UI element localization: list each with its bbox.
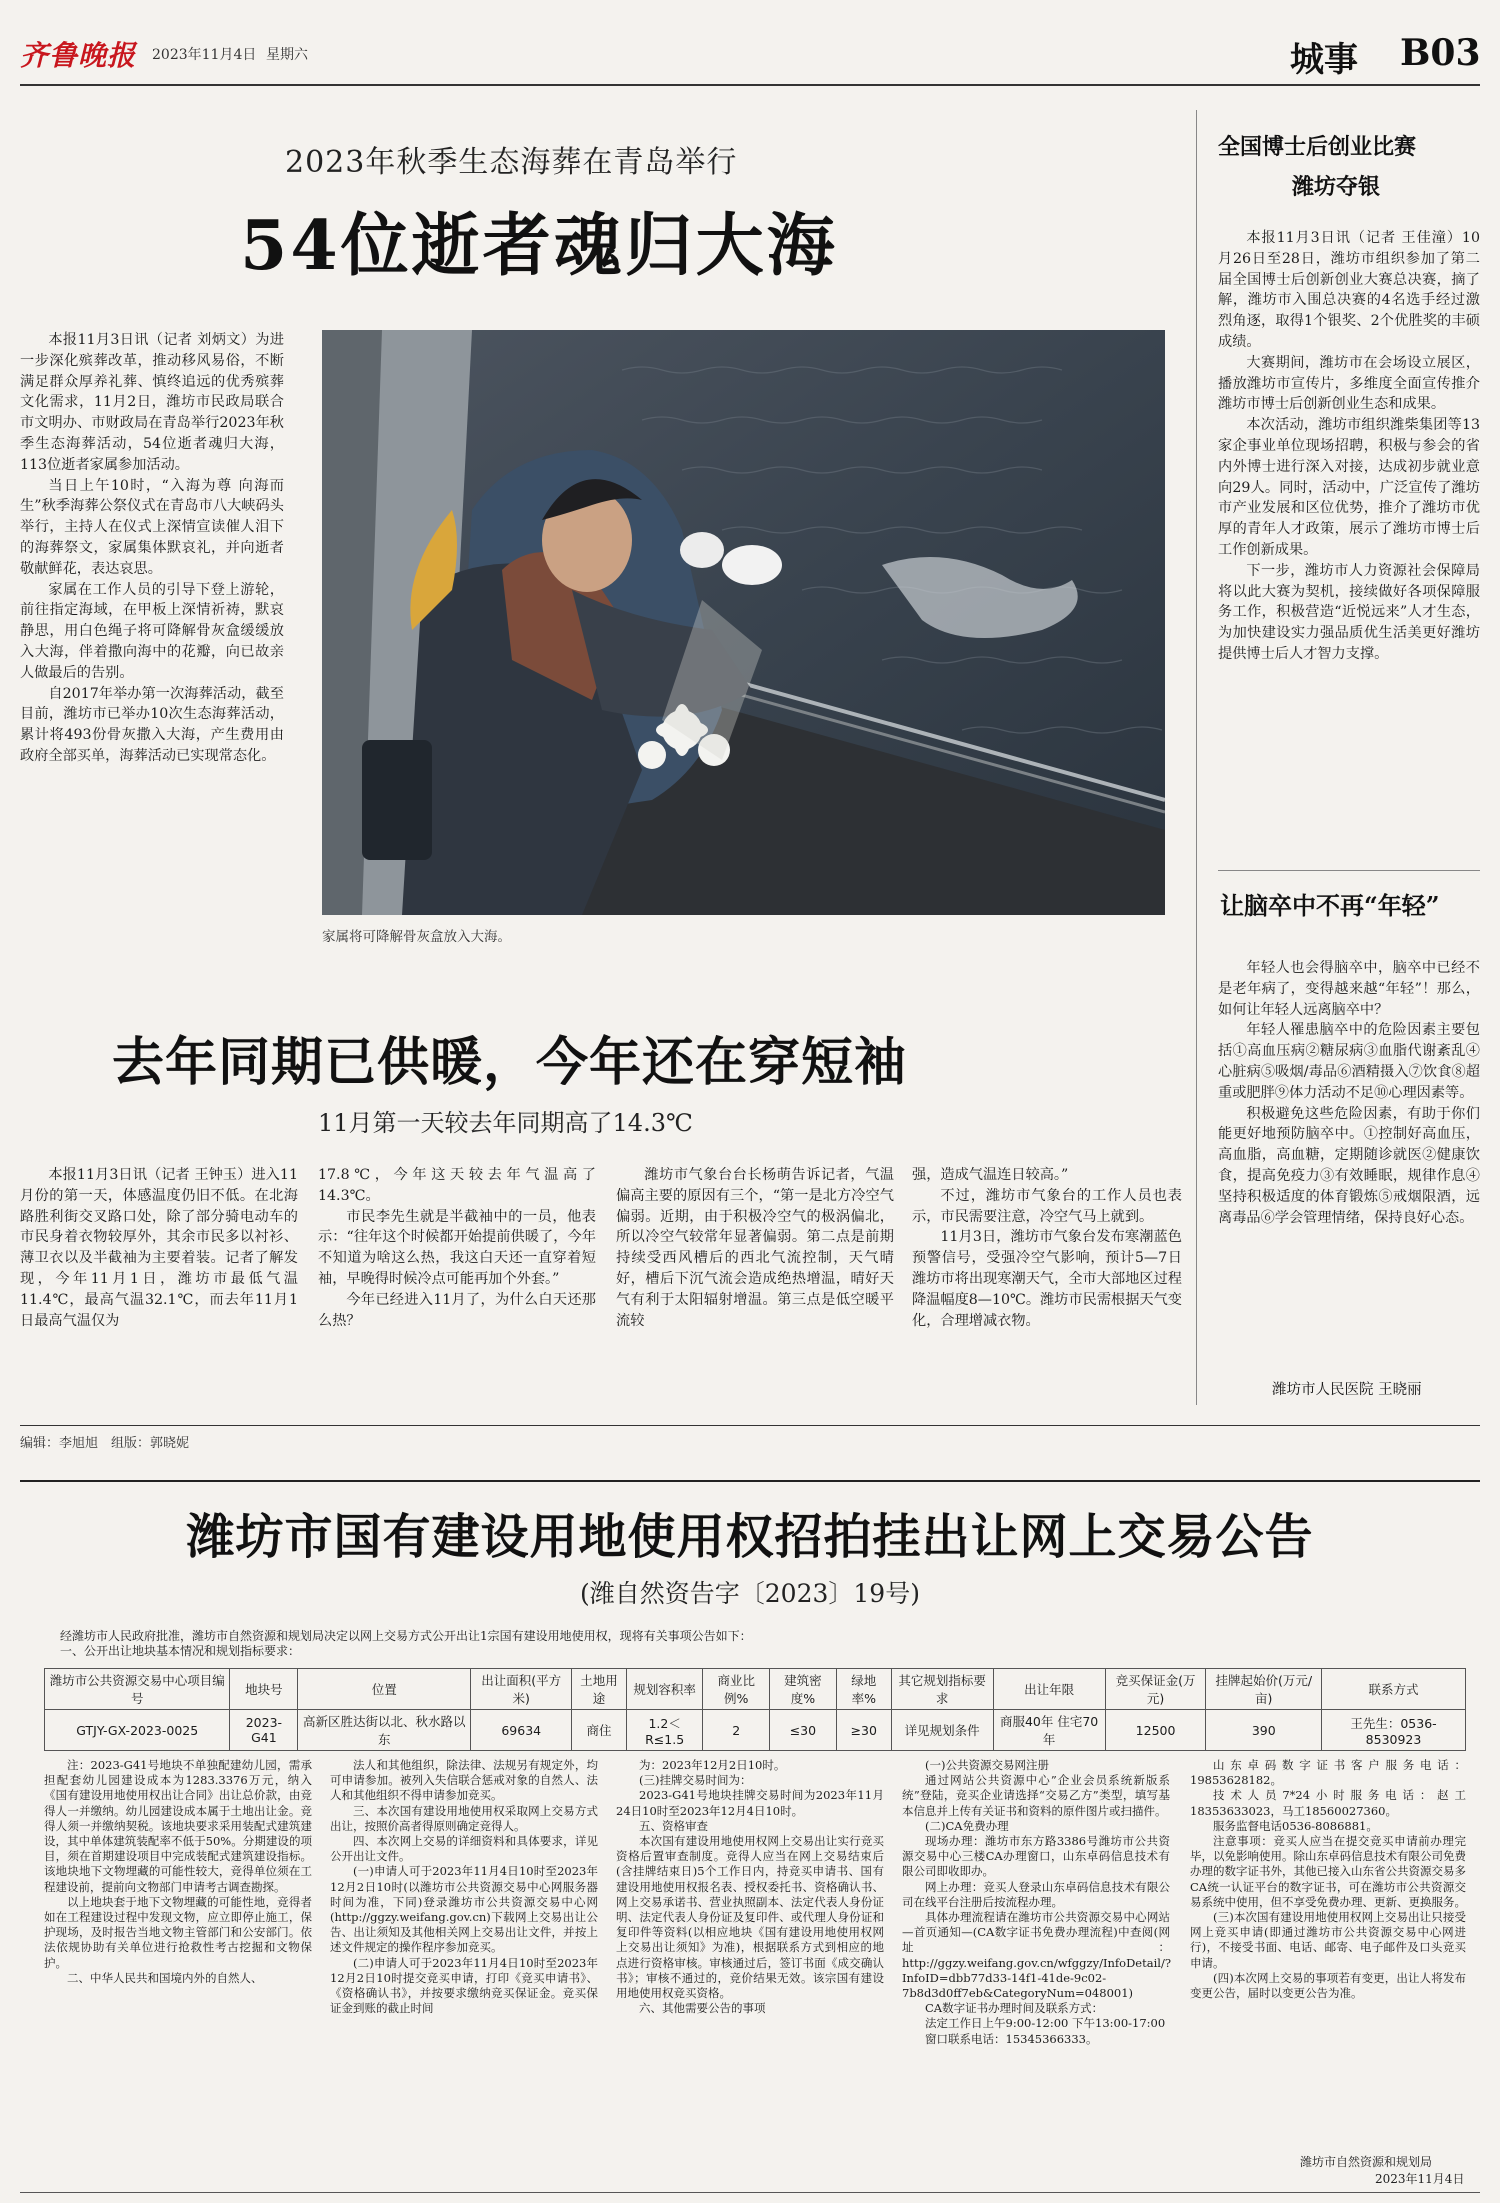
sea-burial-photo	[322, 330, 1165, 915]
sidebar2-title: 让脑卒中不再“年轻”	[1220, 891, 1440, 920]
sidebar1-paragraph: 大赛期间，潍坊市在会场设立展区，播放潍坊市宣传片，多维度全面宣传推介潍坊市博士后创新创业生态和成果。	[1218, 354, 1480, 413]
table-row	[45, 1710, 1466, 1751]
notice-intro-2: 一、公开出让地块基本情况和规划指标要求：	[60, 1644, 301, 1658]
notice-paragraph: (三)本次国有建设用地使用权网上交易出让只接受网上竞买申请(即通过潍坊市公共资源交易中心网进行)，不接受书面、电话、邮寄、电子邮件及口头竞买申请。	[1190, 1910, 1466, 1970]
table-cell: GTJY-GX-2023-0025	[45, 1710, 230, 1751]
main-photo	[322, 330, 1165, 915]
table-cell: 1.2＜R≤1.5	[626, 1710, 702, 1751]
notice-paragraph: (一)申请人可于2023年11月4日10时至2023年12月2日10时(以潍坊市公共资源交易中心网服务器时间为准，下同)登录潍坊市公共资源交易中心网(http://ggzy.weifang.gov.cn)下载网上交易出让公告、出让须知及其他相关网上交易出让文件，并按上述文件规定的操作程序参加竞买。	[330, 1864, 598, 1955]
notice-paragraph: 2023-G41号地块挂牌交易时间为2023年11月24日10时至2023年12月4日10时。	[616, 1788, 884, 1818]
notice-column-4	[902, 1758, 1170, 2047]
second-paragraph: 强，造成气温连日较高。”	[912, 1167, 1069, 1183]
table-cell: 详见规划条件	[891, 1710, 993, 1751]
table-header-cell: 联系方式	[1322, 1669, 1466, 1710]
notice-title: 潍坊市国有建设用地使用权招拍挂出让网上交易公告	[186, 1509, 1314, 1565]
masthead-rule	[20, 84, 1480, 86]
table-header-cell: 其它规划指标要求	[891, 1669, 993, 1710]
notice-paragraph: 为：2023年12月2日10时。	[639, 1758, 786, 1772]
notice-paragraph: 技术人员7*24小时服务电话：赵工18353633023，马工18560027360。	[1190, 1788, 1466, 1818]
notice-paragraph: (一)公共资源交易网注册	[925, 1758, 1049, 1772]
section-name: 城事	[1290, 40, 1358, 80]
notice-top-rule	[20, 1480, 1480, 1482]
sidebar1-title-line2: 潍坊夺银	[1292, 174, 1381, 200]
sidebar2-byline: 潍坊市人民医院 王晓丽	[1272, 1382, 1422, 1398]
notice-paragraph: 现场办理：潍坊市东方路3386号潍坊市公共资源交易中心三楼CA办理窗口，山东卓码信息技术有限公司即收即办。	[902, 1834, 1170, 1879]
second-paragraph: 本报11月3日讯（记者 王钟玉）进入11月份的第一天，体感温度仍旧不低。在北海路胜利街交叉路口处，除了部分骑电动车的市民身着衣物较厚外，其余市民多以衬衫、薄卫衣以及半截袖为主要着装。记者了解发现，今年11月1日，潍坊市最低气温11.4℃，最高气温32.1℃，而去年11月1日最高气温仅为	[20, 1167, 298, 1329]
sidebar1-paragraph: 本次活动，潍坊市组织潍柴集团等13家企事业单位现场招聘，积极与参会的省内外博士进行深入对接，达成初步就业意向29人。同时，活动中，广泛宣传了潍坊市产业发展和区位优势，推介了潍坊市优厚的青年人才政策，展示了潍坊市博士后工作创新成果。	[1218, 417, 1480, 558]
page-number: B03	[1400, 32, 1481, 74]
notice-paragraph: CA数字证书办理时间及联系方式：	[925, 2001, 1104, 2016]
notice-paragraph: 法人和其他组织，除法律、法规另有规定外，均可申请参加。被列入失信联合惩戒对象的自然人、法人和其他组织不得申请参加竞买。	[330, 1758, 598, 1803]
issue-weekday: 星期六	[266, 47, 308, 63]
main-paragraph: 本报11月3日讯（记者 刘炳文）为进一步深化殡葬改革，推动移风易俗，不断满足群众厚养礼葬、慎终追远的优秀殡葬文化需求，11月2日，潍坊市民政局联合市文明办、市财政局在青岛举行2023年秋季生态海葬活动，54位逝者魂归大海，113位逝者家属参加活动。	[20, 332, 284, 473]
editor-rule	[20, 1425, 1480, 1426]
notice-paragraph: 二、中华人民共和国境内外的自然人、	[67, 1970, 263, 1985]
table-header-cell: 建筑密度%	[770, 1669, 837, 1710]
notice-paragraph: (二)申请人可于2023年11月4日10时至2023年12月2日10时提交竞买申请，打印《竞买申请书》、《资格确认书》，并按要求缴纳竞买保证金。竞买保证金到账的截止时间	[330, 1955, 598, 2016]
second-column-4	[912, 1165, 1182, 1331]
main-headline: 54位逝者魂归大海	[240, 206, 838, 286]
table-header-cell: 竞买保证金(万元)	[1105, 1669, 1206, 1710]
notice-column-5	[1190, 1758, 1466, 2001]
notice-paragraph: 法定工作日上午9:00-12:00 下午13:00-17:00	[925, 2016, 1166, 2031]
table-header-cell: 商业比例%	[703, 1669, 770, 1710]
sidebar1-title-line1: 全国博士后创业比赛	[1218, 134, 1417, 160]
main-paragraph: 自2017年举办第一次海葬活动，截至目前，潍坊市已举办10次生态海葬活动，累计将493份骨灰撒入大海，产生费用由政府全部买单，海葬活动已实现常态化。	[20, 685, 284, 764]
notice-paragraph: 网上办理：竞买人登录山东卓码信息技术有限公司在线平台注册后按流程办理。	[902, 1879, 1170, 1909]
sidebar2-text	[1218, 958, 1480, 1228]
table-header-cell: 规划容积率	[626, 1669, 702, 1710]
main-kicker: 2023年秋季生态海葬在青岛举行	[285, 145, 738, 180]
masthead	[20, 30, 1480, 80]
second-headline: 去年同期已供暖，今年还在穿短袖	[112, 1032, 908, 1093]
table-header-cell: 地块号	[230, 1669, 298, 1710]
second-paragraph: 不过，潍坊市气象台的工作人员也表示，市民需要注意，冷空气马上就到。	[912, 1187, 1182, 1225]
notice-paragraph: 山东卓码数字证书客户服务电话：19853628182。	[1190, 1758, 1466, 1788]
table-header-row	[45, 1669, 1466, 1710]
notice-paragraph: 五、资格审查	[639, 1818, 708, 1833]
sidebar2-paragraph: 年轻人也会得脑卒中，脑卒中已经不是老年病了，变得越来越“年轻”！那么，如何让年轻人远离脑卒中？	[1218, 960, 1480, 1018]
second-column-2	[318, 1165, 596, 1331]
table-header-cell: 绿地率%	[836, 1669, 891, 1710]
table-cell: 69634	[471, 1710, 572, 1751]
table-cell: 高新区胜达街以北、秋水路以东	[298, 1710, 471, 1751]
column-divider	[1196, 110, 1197, 1405]
table-cell: 商住	[572, 1710, 627, 1751]
table-cell: 12500	[1105, 1710, 1206, 1751]
table-header-cell: 出让年限	[993, 1669, 1105, 1710]
second-paragraph: 17.8℃，今年这天较去年气温高了14.3℃。	[318, 1167, 596, 1204]
second-column-3	[616, 1165, 894, 1331]
notice-paragraph: 四、本次网上交易的详细资料和具体要求，详见公开出让文件。	[330, 1834, 598, 1864]
second-paragraph: 潍坊市气象台台长杨萌告诉记者，气温偏高主要的原因有三个，“第一是北方冷空气偏弱。近期，由于积极冷空气的极涡偏北，所以冷空气较常年显著偏弱。第二点是前期持续受西风槽后的西北气流控制，天气晴好，槽后下沉气流会造成绝热增温，晴好天气有利于太阳辐射增温。第三点是低空暖平流较	[616, 1167, 894, 1329]
notice-paragraph: (二)CA免费办理	[925, 1818, 1009, 1833]
notice-paragraph: (四)本次网上交易的事项若有变更，出让人将发布变更公告，届时以变更公告为准。	[1190, 1970, 1466, 2001]
table-header-cell: 潍坊市公共资源交易中心项目编号	[45, 1669, 230, 1710]
table-cell: ≤30	[770, 1710, 837, 1751]
photo-caption: 家属将可降解骨灰盒放入大海。	[322, 929, 511, 945]
sidebar2-paragraph: 年轻人罹患脑卒中的危险因素主要包括①高血压病②糖尿病③血脂代谢紊乱④心脏病⑤吸烟/毒品⑥酒精摄入⑦饮食⑧超重或肥胖⑨体力活动不足⑩心理因素等。	[1218, 1022, 1480, 1101]
table-cell: 2023-G41	[230, 1710, 298, 1751]
notice-docno: (潍自然资告字〔2023〕19号)	[580, 1579, 920, 1608]
notice-paragraph: 六、其他需要公告的事项	[639, 2001, 766, 2016]
notice-column-2	[330, 1758, 598, 2016]
sidebar-divider	[1218, 870, 1480, 871]
table-header-cell: 挂牌起始价(万元/亩)	[1206, 1669, 1322, 1710]
second-paragraph: 11月3日，潍坊市气象台发布寒潮蓝色预警信号，受强冷空气影响，预计5—7日潍坊市将出现寒潮天气，全市大部地区过程降温幅度8—10℃。潍坊市民需根据天气变化，合理增减衣物。	[912, 1229, 1182, 1329]
table-cell: ≥30	[836, 1710, 891, 1751]
sidebar1-paragraph: 本报11月3日讯（记者 王佳潼）10月26日至28日，潍坊市组织参加了第二届全国博士后创新创业大赛总决赛，摘了解，潍坊市入围总决赛的4名选手经过激烈角逐，取得1个银奖、2个优胜奖的丰硕成绩。	[1218, 230, 1480, 350]
notice-paragraph: 通过网站公共资源中心”企业会员系统新版系统”登陆，竞买企业请选择“交易乙方”类型，填写基本信息并上传有关证书和资料的原件图片或扫描件。	[902, 1773, 1170, 1818]
notice-intro: 经潍坊市人民政府批准，潍坊市自然资源和规划局决定以网上交易方式公开出让1宗国有建设用地使用权，现将有关事项公告如下：	[60, 1629, 752, 1643]
notice-paragraph: 具体办理流程请在潍坊市公共资源交易中心网站—首页通知—(CA数字证书免费办理流程)中查阅(网址：http://ggzy.weifang.gov.cn/wfggzy/InfoDetail/?InfoID=dbb77d33-14f1-41de-9c02-7b8d3d0ff7eb&CategoryNum=048001)	[902, 1910, 1171, 2001]
land-info-table	[44, 1668, 1466, 1751]
main-story-text	[20, 330, 284, 767]
notice-paragraph: 以上地块套于地下文物埋藏的可能性地，竞得者如在工程建设过程中发现文物，应立即停止施工，保护现场，及时报告当地文物主管部门和公安部门。依法依规协助有关单位进行抢救性考古挖掘和文物保护。	[44, 1894, 312, 1970]
sidebar2-paragraph: 积极避免这些危险因素，有助于你们能更好地预防脑卒中。①控制好高血压，高血脂，高血糖，定期随诊就医②健康饮食，提高免疫力③有效睡眠，规律作息④坚持积极适度的体育锻炼⑤戒烟限酒，远离毒品⑥学会管理情绪，保持良好心态。	[1218, 1105, 1480, 1226]
table-cell: 2	[703, 1710, 770, 1751]
sidebar1-text	[1218, 228, 1480, 665]
table-header-cell: 出让面积(平方米)	[471, 1669, 572, 1710]
sidebar1-paragraph: 下一步，潍坊市人力资源社会保障局将以此大赛为契机，接续做好各项保障服务工作，积极营造“近悦远来”人才生态，为加快建设实力强品质优生活美更好潍坊提供博士后人才智力支撑。	[1218, 562, 1480, 662]
notice-paragraph: 本次国有建设用地使用权网上交易出让实行竞买资格后置审查制度。竞得人应当在网上交易结束后(含挂牌结束日)5个工作日内，持竞买申请书、国有建设用地使用权报名表、授权委托书、资格确认书、网上交易承诺书、营业执照副本、法定代表人身份证明、法定代表人身份证及复印件、或代理人身份证和复印件等资料(以相应地块《国有建设用地使用权网上交易出让须知》为准)，根据联系方式到相应的地点进行资格审核。审核通过后，签订书面《成交确认书》；审核不通过的，竞价结果无效。该宗国有建设用地使用权竞买资格。	[616, 1834, 884, 2001]
second-paragraph: 今年已经进入11月了，为什么白天还那么热？	[318, 1291, 596, 1329]
notice-bottom-rule	[20, 2192, 1480, 2193]
notice-paragraph: 注：2023-G41号地块不单独配建幼儿园，需承担配套幼儿园建设成本为1283.3376万元，纳入《国有建设用地使用权出让合同》出让总价款，由竞得人一并缴纳。幼儿园建设成本属于土地出让金。竞得人须一并缴纳契税。该地块要求采用装配式建筑建设，其中单体建筑装配率不低于50%。分期建设的项目，须在首期建设项目中完成装配式建筑建设指标。该地块地下文物埋藏的可能性较大，竞得单位须在工程建设前，提前向文物部门申请考古调查勘探。	[44, 1758, 312, 1894]
notice-paragraph: 注意事项：竞买人应当在提交竞买申请前办理完毕，以免影响使用。除山东卓码信息技术有限公司免费办理的数字证书外，其他已接入山东省公共资源交易多CA统一认证平台的数字证书，可在潍坊市公共资源交易系统中使用，但不享受免费办理、更新、更换服务。	[1190, 1834, 1466, 1909]
table-cell: 390	[1206, 1710, 1322, 1751]
table-header-cell: 位置	[298, 1669, 471, 1710]
notice-paragraph: 三、本次国有建设用地使用权采取网上交易方式出让，按照价高者得原则确定竞得人。	[330, 1803, 598, 1833]
notice-signature: 潍坊市自然资源和规划局	[1300, 2155, 1433, 2169]
notice-paragraph: 服务监督电话0536-8086881。	[1213, 1818, 1378, 1833]
main-paragraph: 当日上午10时，“入海为尊 向海而生”秋季海葬公祭仪式在青岛市八大峡码头举行，主持人在仪式上深情宣读催人泪下的海葬祭文，家属集体默哀礼，并向逝者敬献鲜花，表达哀思。	[20, 477, 284, 577]
notice-column-3	[616, 1758, 884, 2016]
second-paragraph: 市民李先生就是半截袖中的一员，他表示：“往年这个时候都开始提前供暖了，今年不知道为啥这么热，我这白天还一直穿着短袖，早晚得时候冷点可能再加个外套。”	[318, 1208, 596, 1287]
notice-paragraph: (三)挂牌交易时间为：	[639, 1773, 752, 1788]
main-paragraph: 家属在工作人员的引导下登上游轮，前往指定海域，在甲板上深情祈祷，默哀静思，用白色绳子将可降解骨灰盒缓缓放入大海，伴着撒向海中的花瓣，向已故亲人做最后的告别。	[20, 581, 284, 681]
notice-sign-date: 2023年11月4日	[1375, 2172, 1465, 2186]
issue-date: 2023年11月4日	[152, 47, 257, 63]
notice-column-1	[44, 1758, 312, 1986]
editor-credit: 编辑：李旭旭 组版：郭晓妮	[20, 1436, 190, 1451]
table-cell: 王先生：0536-8530923	[1322, 1710, 1466, 1751]
table-header-cell: 土地用途	[572, 1669, 627, 1710]
newspaper-logo: 齐鲁晚报	[20, 39, 137, 72]
notice-paragraph: 窗口联系电话：15345366333。	[925, 2031, 1098, 2046]
second-column-1	[20, 1165, 298, 1331]
second-subhead: 11月第一天较去年同期高了14.3℃	[318, 1109, 693, 1137]
table-cell: 商服40年 住宅70年	[993, 1710, 1105, 1751]
